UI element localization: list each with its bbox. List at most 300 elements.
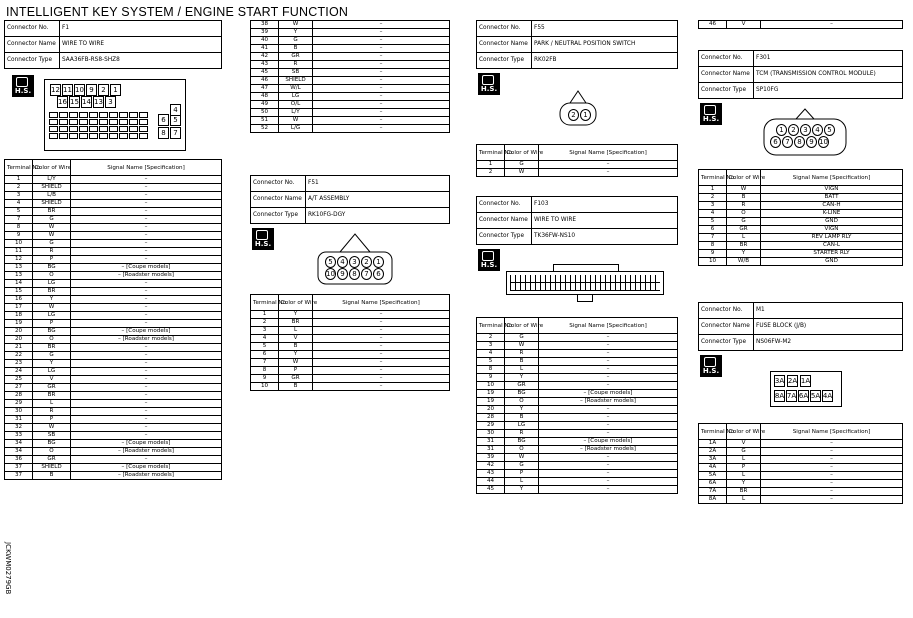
connector-f1-table-continued bbox=[250, 20, 450, 133]
terminal-no: 3 bbox=[251, 327, 279, 335]
terminal-row bbox=[251, 319, 450, 327]
terminal-no: 4 bbox=[5, 200, 33, 208]
header-color-of-wire: Color of Wire bbox=[727, 424, 761, 440]
terminal-no: 3 bbox=[477, 342, 505, 350]
signal-name: – bbox=[539, 406, 678, 414]
wire-color: W bbox=[279, 359, 313, 367]
signal-name: – bbox=[71, 240, 222, 248]
terminal-row bbox=[5, 328, 222, 336]
wire-color: L bbox=[727, 456, 761, 464]
wire-color: SHIELD bbox=[33, 184, 71, 192]
connector-f51-diagram bbox=[250, 224, 450, 294]
terminal-row bbox=[5, 296, 222, 304]
terminal-no: 24 bbox=[5, 368, 33, 376]
terminal-no: 2A bbox=[699, 448, 727, 456]
connector-pin: 7 bbox=[782, 136, 793, 148]
connector-f55-pins bbox=[568, 109, 591, 121]
signal-name: – bbox=[761, 496, 903, 504]
signal-name: – bbox=[761, 472, 903, 480]
terminal-row bbox=[251, 367, 450, 375]
terminal-row bbox=[5, 176, 222, 184]
label-connector-name: Connector Name bbox=[251, 192, 306, 208]
terminal-row bbox=[699, 488, 903, 496]
terminal-no: 7 bbox=[251, 359, 279, 367]
terminal-no: 4 bbox=[699, 210, 727, 218]
connector-f1-diagram bbox=[4, 69, 222, 159]
connector-f103-type: TK36FW-NS10 bbox=[532, 229, 678, 245]
connector-pin-cell bbox=[79, 119, 88, 125]
wire-color: O bbox=[33, 448, 71, 456]
signal-name: – bbox=[539, 422, 678, 430]
signal-name: – bbox=[71, 176, 222, 184]
connector-pin: 9 bbox=[337, 268, 348, 280]
connector-pin: 1 bbox=[580, 109, 591, 121]
terminal-row bbox=[699, 472, 903, 480]
wire-color: B bbox=[279, 343, 313, 351]
wire-color: W bbox=[727, 186, 761, 194]
signal-name: CAN-L bbox=[761, 242, 903, 250]
wire-color: R bbox=[279, 61, 313, 69]
wire-color: GR bbox=[279, 53, 313, 61]
signal-name: – bbox=[71, 280, 222, 288]
wire-color: L/G bbox=[279, 125, 313, 133]
connector-f55-no: F55 bbox=[532, 21, 678, 37]
terminal-row bbox=[477, 342, 678, 350]
connector-f103-diagram bbox=[476, 245, 678, 317]
header-signal-name: Signal Name [Specification] bbox=[539, 145, 678, 161]
terminal-row bbox=[699, 210, 903, 218]
terminal-row bbox=[5, 448, 222, 456]
signal-name: – bbox=[313, 125, 450, 133]
terminal-no: 5 bbox=[477, 358, 505, 366]
signal-name: – [Coupe models] bbox=[71, 328, 222, 336]
terminal-no: 49 bbox=[251, 101, 279, 109]
terminal-row bbox=[5, 200, 222, 208]
label-connector-name: Connector Name bbox=[477, 213, 532, 229]
harness-side-icon: H.S. bbox=[478, 73, 500, 95]
wire-color: BG bbox=[33, 440, 71, 448]
terminal-no: 1 bbox=[699, 186, 727, 194]
harness-side-icon: H.S. bbox=[252, 228, 274, 250]
connector-f301-table bbox=[698, 169, 903, 266]
connector-m1-pins-top bbox=[774, 375, 811, 387]
terminal-no: 30 bbox=[477, 430, 505, 438]
wire-color: R bbox=[505, 350, 539, 358]
wire-color: W bbox=[505, 454, 539, 462]
connector-f55-diagram bbox=[476, 69, 678, 144]
terminal-no: 8 bbox=[251, 367, 279, 375]
wire-color: BR bbox=[33, 288, 71, 296]
terminal-row bbox=[477, 358, 678, 366]
terminal-no: 8 bbox=[477, 366, 505, 374]
label-connector-type: Connector Type bbox=[699, 83, 754, 99]
terminal-row bbox=[5, 376, 222, 384]
signal-name: – [Roadster models] bbox=[71, 336, 222, 344]
wire-color: G bbox=[33, 352, 71, 360]
terminal-no: 52 bbox=[251, 125, 279, 133]
signal-name: – bbox=[71, 384, 222, 392]
terminal-row bbox=[251, 85, 450, 93]
terminal-row bbox=[251, 101, 450, 109]
header-signal-name: Signal Name [Specification] bbox=[761, 424, 903, 440]
terminal-row bbox=[5, 432, 222, 440]
connector-pin: 5 bbox=[325, 256, 336, 268]
connector-pin: 12 bbox=[51, 86, 60, 94]
connector-pin-cell bbox=[129, 133, 138, 139]
wire-color: V bbox=[727, 21, 761, 29]
signal-name: – bbox=[71, 360, 222, 368]
connector-f103-no: F103 bbox=[532, 197, 678, 213]
header-color-of-wire: Color of Wire bbox=[727, 170, 761, 186]
signal-name: – bbox=[71, 224, 222, 232]
signal-name: – bbox=[313, 53, 450, 61]
signal-name: – bbox=[71, 424, 222, 432]
signal-name: – bbox=[313, 117, 450, 125]
signal-name: – [Roadster models] bbox=[539, 446, 678, 454]
terminal-row bbox=[5, 288, 222, 296]
connector-pin: 2 bbox=[568, 109, 579, 121]
connector-f103-name: WIRE TO WIRE bbox=[532, 213, 678, 229]
terminal-row bbox=[5, 344, 222, 352]
connector-pin: 14 bbox=[82, 98, 91, 106]
connector-pin: 7A bbox=[786, 392, 797, 400]
connector-pin: 2 bbox=[788, 124, 799, 136]
terminal-row bbox=[5, 360, 222, 368]
terminal-row bbox=[5, 256, 222, 264]
connector-pin-cell bbox=[79, 133, 88, 139]
terminal-no: 41 bbox=[251, 45, 279, 53]
terminal-no: 1 bbox=[5, 176, 33, 184]
terminal-row bbox=[251, 125, 450, 133]
terminal-row bbox=[5, 384, 222, 392]
connector-m1-diagram bbox=[698, 351, 903, 423]
signal-name: – bbox=[71, 400, 222, 408]
terminal-no: 8 bbox=[5, 224, 33, 232]
connector-f51-info bbox=[250, 175, 450, 224]
signal-name: – bbox=[313, 351, 450, 359]
terminal-no: 39 bbox=[251, 29, 279, 37]
signal-name: – bbox=[71, 352, 222, 360]
connector-pin-cell bbox=[69, 112, 78, 118]
header-terminal-no: Terminal No. bbox=[699, 170, 727, 186]
signal-name: – bbox=[71, 208, 222, 216]
terminal-no: 1A bbox=[699, 440, 727, 448]
connector-pin: 16 bbox=[58, 98, 67, 106]
terminal-no: 19 bbox=[477, 390, 505, 398]
wire-color: SHIELD bbox=[279, 77, 313, 85]
terminal-row bbox=[477, 422, 678, 430]
wire-color: O bbox=[505, 446, 539, 454]
terminal-row bbox=[477, 390, 678, 398]
connector-pin-cell bbox=[119, 119, 128, 125]
connector-pin-cell bbox=[119, 112, 128, 118]
signal-name: – bbox=[761, 448, 903, 456]
connector-pin-cell bbox=[139, 119, 148, 125]
label-connector-type: Connector Type bbox=[251, 208, 306, 224]
terminal-row bbox=[477, 486, 678, 494]
terminal-no: 46 bbox=[699, 21, 727, 29]
connector-f1-continued bbox=[250, 20, 450, 133]
wire-color: B bbox=[505, 414, 539, 422]
wire-color: SHIELD bbox=[33, 200, 71, 208]
wire-color: BR bbox=[33, 208, 71, 216]
connector-pin: 10 bbox=[819, 138, 828, 146]
terminal-no: 19 bbox=[477, 398, 505, 406]
connector-f103-info bbox=[476, 196, 678, 245]
wire-color: Y bbox=[505, 486, 539, 494]
connector-m1-pins-bottom bbox=[774, 390, 833, 402]
connector-pin-cell bbox=[69, 119, 78, 125]
wire-color: P bbox=[33, 416, 71, 424]
terminal-no: 10 bbox=[5, 240, 33, 248]
signal-name: – bbox=[313, 101, 450, 109]
terminal-row bbox=[477, 446, 678, 454]
connector-pin: 4A bbox=[822, 392, 833, 400]
label-connector-name: Connector Name bbox=[699, 319, 754, 335]
terminal-no: 29 bbox=[477, 422, 505, 430]
terminal-no: 7 bbox=[5, 216, 33, 224]
connector-pin: 2 bbox=[98, 84, 109, 96]
connector-f55 bbox=[476, 20, 678, 177]
terminal-row bbox=[5, 264, 222, 272]
wire-color: Y bbox=[33, 360, 71, 368]
wire-color: LG bbox=[279, 93, 313, 101]
signal-name: VIGN bbox=[761, 186, 903, 194]
terminal-no: 2 bbox=[699, 194, 727, 202]
terminal-no: 10 bbox=[251, 383, 279, 391]
label-connector-no: Connector No. bbox=[477, 21, 532, 37]
signal-name: – bbox=[313, 335, 450, 343]
terminal-row bbox=[5, 232, 222, 240]
signal-name: – bbox=[71, 368, 222, 376]
terminal-row bbox=[699, 234, 903, 242]
connector-m1-face bbox=[770, 371, 842, 407]
connector-pin: 1A bbox=[800, 377, 811, 385]
terminal-no: 6 bbox=[251, 351, 279, 359]
wire-color: SB bbox=[279, 69, 313, 77]
terminal-row bbox=[5, 280, 222, 288]
connector-pin: 15 bbox=[70, 98, 79, 106]
connector-f55-name: PARK / NEUTRAL POSITION SWITCH bbox=[532, 37, 678, 53]
terminal-no: 5A bbox=[699, 472, 727, 480]
connector-pin-cell bbox=[59, 112, 68, 118]
terminal-no: 27 bbox=[5, 384, 33, 392]
signal-name: – bbox=[71, 256, 222, 264]
terminal-no: 13 bbox=[5, 272, 33, 280]
header-color-of-wire: Color of Wire bbox=[505, 318, 539, 334]
connector-pin-cell bbox=[59, 133, 68, 139]
terminal-row bbox=[477, 462, 678, 470]
connector-m1-type: NS06FW-M2 bbox=[754, 335, 903, 351]
signal-name: – bbox=[71, 248, 222, 256]
terminal-row bbox=[5, 472, 222, 480]
connector-pin-cell bbox=[59, 126, 68, 132]
connector-pin: 2 bbox=[361, 256, 372, 268]
connector-m1-no: M1 bbox=[754, 303, 903, 319]
wire-color: P bbox=[279, 367, 313, 375]
wire-color: P bbox=[505, 470, 539, 478]
terminal-row bbox=[251, 37, 450, 45]
wire-color: R bbox=[33, 248, 71, 256]
wire-color: B bbox=[279, 45, 313, 53]
terminal-row bbox=[5, 224, 222, 232]
terminal-row bbox=[5, 352, 222, 360]
terminal-row bbox=[477, 161, 678, 169]
harness-side-icon: H.S. bbox=[700, 103, 722, 125]
wire-color: BR bbox=[279, 319, 313, 327]
header-signal-name: Signal Name [Specification] bbox=[313, 295, 450, 311]
signal-name: – bbox=[313, 45, 450, 53]
signal-name: – bbox=[539, 454, 678, 462]
terminal-no: 23 bbox=[5, 360, 33, 368]
wire-color: O bbox=[33, 272, 71, 280]
connector-pin: 13 bbox=[94, 98, 103, 106]
terminal-row bbox=[251, 359, 450, 367]
signal-name: – bbox=[71, 344, 222, 352]
connector-pin-cell bbox=[89, 112, 98, 118]
wire-color: L bbox=[505, 478, 539, 486]
wire-color: BG bbox=[33, 264, 71, 272]
signal-name: – bbox=[71, 192, 222, 200]
connector-m1 bbox=[698, 302, 903, 504]
signal-name: – bbox=[71, 200, 222, 208]
wire-color: L/B bbox=[33, 192, 71, 200]
terminal-no: 31 bbox=[477, 438, 505, 446]
terminal-no: 36 bbox=[5, 456, 33, 464]
connector-f51 bbox=[250, 175, 450, 391]
signal-name: – bbox=[539, 350, 678, 358]
connector-pin: 6 bbox=[770, 136, 781, 148]
connector-f301-type: SP10FG bbox=[754, 83, 903, 99]
signal-name: – [Coupe models] bbox=[539, 438, 678, 446]
terminal-row bbox=[5, 392, 222, 400]
connector-pin-cell bbox=[129, 119, 138, 125]
header-terminal-no: Terminal No. bbox=[477, 145, 505, 161]
signal-name: – bbox=[539, 358, 678, 366]
terminal-no: 9 bbox=[477, 374, 505, 382]
connector-f1-pins-mid bbox=[57, 96, 116, 108]
wire-color: R bbox=[505, 430, 539, 438]
signal-name: – bbox=[313, 77, 450, 85]
connector-pin: 5 bbox=[824, 124, 835, 136]
connector-f103 bbox=[476, 196, 678, 494]
signal-name: GND bbox=[761, 218, 903, 226]
signal-name: REV LAMP RLY bbox=[761, 234, 903, 242]
wire-color: L bbox=[279, 327, 313, 335]
terminal-row bbox=[699, 440, 903, 448]
terminal-row bbox=[699, 480, 903, 488]
terminal-no: 5 bbox=[251, 343, 279, 351]
terminal-row bbox=[477, 470, 678, 478]
label-connector-name: Connector Name bbox=[699, 67, 754, 83]
terminal-row bbox=[251, 93, 450, 101]
wire-color: V bbox=[279, 335, 313, 343]
wire-color: GR bbox=[727, 226, 761, 234]
terminal-no: 43 bbox=[251, 61, 279, 69]
connector-f1-no: F1 bbox=[60, 21, 222, 37]
terminal-row bbox=[477, 406, 678, 414]
terminal-no: 7A bbox=[699, 488, 727, 496]
signal-name: BATT bbox=[761, 194, 903, 202]
header-terminal-no: Terminal No. bbox=[5, 160, 33, 176]
signal-name: – bbox=[313, 69, 450, 77]
header-color-of-wire: Color of Wire bbox=[279, 295, 313, 311]
connector-pin: 4 bbox=[337, 256, 348, 268]
wire-color: B bbox=[279, 383, 313, 391]
terminal-row bbox=[251, 375, 450, 383]
terminal-row bbox=[251, 45, 450, 53]
terminal-no: 31 bbox=[477, 446, 505, 454]
wire-color: Y bbox=[279, 351, 313, 359]
wire-color: Y bbox=[279, 29, 313, 37]
wire-color: SHIELD bbox=[33, 464, 71, 472]
signal-name: – bbox=[539, 366, 678, 374]
signal-name: – bbox=[761, 464, 903, 472]
terminal-no: 38 bbox=[251, 21, 279, 29]
wire-color: BG bbox=[33, 328, 71, 336]
connector-pin: 1 bbox=[110, 84, 121, 96]
terminal-no: 9 bbox=[5, 232, 33, 240]
terminal-no: 1 bbox=[251, 311, 279, 319]
signal-name: – bbox=[539, 470, 678, 478]
terminal-no: 8 bbox=[699, 242, 727, 250]
terminal-row bbox=[477, 169, 678, 177]
signal-name: – bbox=[761, 440, 903, 448]
harness-side-icon: H.S. bbox=[12, 75, 34, 97]
terminal-row bbox=[5, 424, 222, 432]
connector-f51-pins-bottom bbox=[325, 268, 384, 280]
terminal-no: 12 bbox=[5, 256, 33, 264]
terminal-row bbox=[251, 311, 450, 319]
connector-pin-cell bbox=[89, 133, 98, 139]
wire-color: P bbox=[727, 464, 761, 472]
terminal-no: 20 bbox=[5, 328, 33, 336]
signal-name: CAN-H bbox=[761, 202, 903, 210]
terminal-row bbox=[477, 374, 678, 382]
connector-f51-type: RK10FG-DGY bbox=[306, 208, 450, 224]
terminal-no: 2 bbox=[477, 169, 505, 177]
wire-color: R bbox=[727, 202, 761, 210]
terminal-row bbox=[5, 456, 222, 464]
terminal-no: 44 bbox=[477, 478, 505, 486]
terminal-no: 37 bbox=[5, 472, 33, 480]
terminal-no: 5 bbox=[699, 218, 727, 226]
connector-f103-latch bbox=[553, 264, 619, 272]
terminal-row bbox=[477, 334, 678, 342]
terminal-no: 20 bbox=[477, 406, 505, 414]
connector-pin-cell bbox=[99, 119, 108, 125]
terminal-no: 42 bbox=[477, 462, 505, 470]
connector-pin: 3 bbox=[800, 124, 811, 136]
terminal-no: 46 bbox=[251, 77, 279, 85]
terminal-no: 7 bbox=[699, 234, 727, 242]
terminal-no: 48 bbox=[251, 93, 279, 101]
signal-name: – bbox=[71, 320, 222, 328]
terminal-row bbox=[699, 242, 903, 250]
terminal-no: 31 bbox=[5, 416, 33, 424]
wire-color: O bbox=[727, 210, 761, 218]
terminal-no: 34 bbox=[5, 448, 33, 456]
wire-color: V bbox=[727, 440, 761, 448]
wire-color: BR bbox=[727, 242, 761, 250]
connector-pin-cell bbox=[139, 112, 148, 118]
wire-color: O bbox=[33, 336, 71, 344]
signal-name: – [Roadster models] bbox=[539, 398, 678, 406]
connector-f55-type: RK02FB bbox=[532, 53, 678, 69]
signal-name: – bbox=[539, 161, 678, 169]
connector-f1-pin-4: 4 bbox=[170, 104, 181, 116]
terminal-no: 5 bbox=[5, 208, 33, 216]
